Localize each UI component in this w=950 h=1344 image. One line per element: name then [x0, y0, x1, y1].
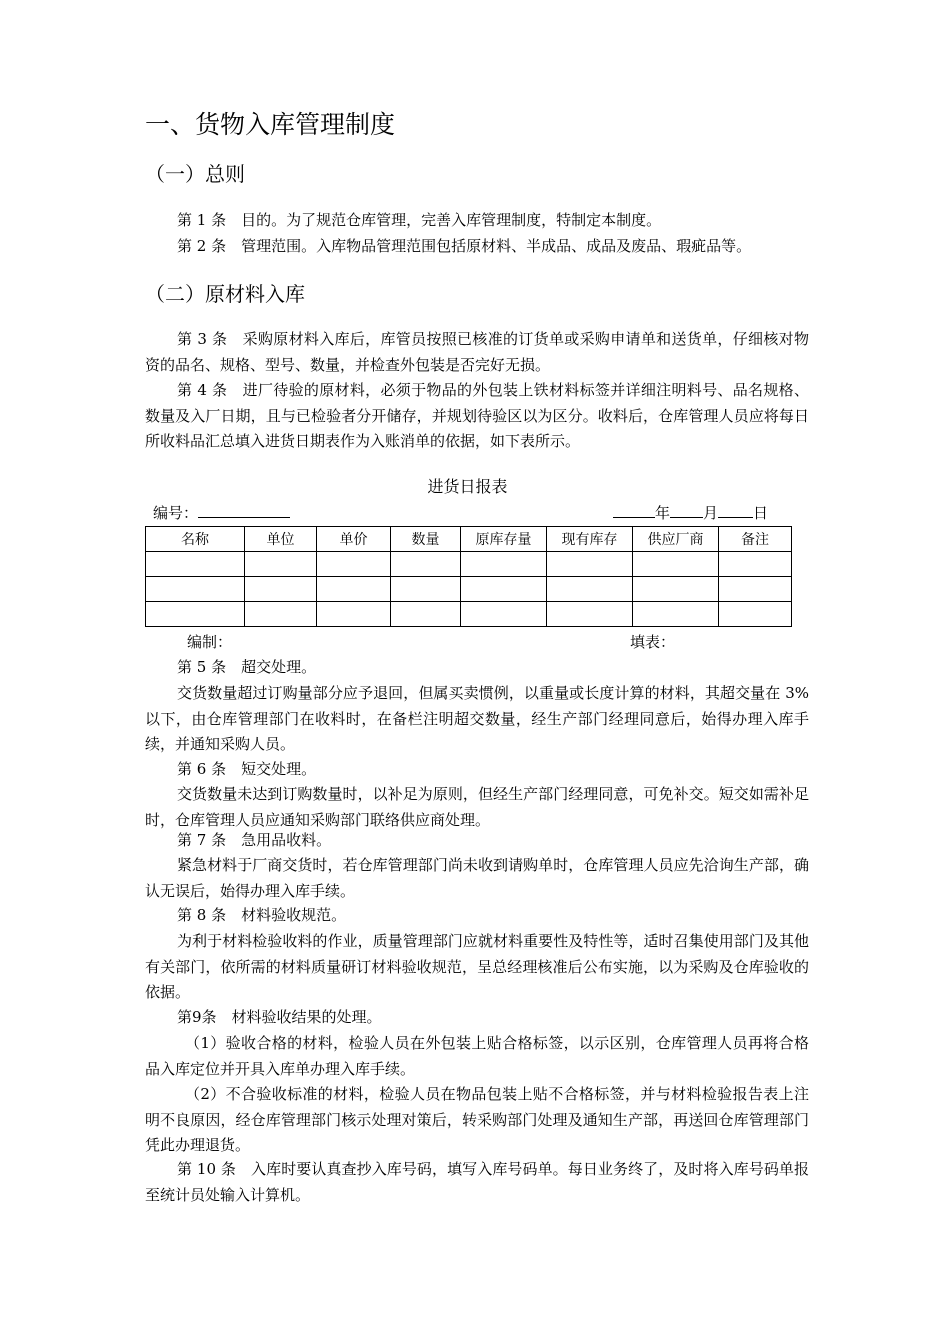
table-cell [719, 577, 792, 602]
column-header: 现有库存 [547, 527, 633, 552]
table-cell [146, 602, 245, 627]
article-8-heading: 第 8 条 材料验收规范。 [177, 906, 347, 924]
column-header: 供应厂商 [633, 527, 719, 552]
table-header-row [146, 527, 792, 552]
table-cell [633, 552, 719, 577]
table-cell [719, 602, 792, 627]
table-number-field [153, 502, 290, 524]
article-4: 第 4 条 进厂待验的原材料，必须于物品的外包装上铁材料标签并详细注明料号、品名规格、数量及入厂日期，且与已检验者分开储存，并规划待验区以为区分。收料后，仓库管理人员应将每日所收料品汇总填入进货日期表作为入账消单的依据，如下表所示。 [145, 381, 809, 450]
table-cell [245, 577, 317, 602]
date-year-label: 年 [655, 504, 671, 522]
table-cell [461, 552, 547, 577]
table-title: 进货日报表 [427, 477, 508, 496]
incoming-goods-daily-report-table [145, 526, 792, 627]
table-cell [317, 602, 391, 627]
table-cell [317, 552, 391, 577]
date-month-label: 月 [703, 504, 719, 522]
article-9-item-2: （2）不合验收标准的材料，检验人员在物品包装上贴不合格标签，并与材料检验报告表上注明不良原因，经仓库管理部门核示处理对策后，转采购部门处理及通知生产部，再送回仓库管理部门凭此办理退货。 [145, 1085, 809, 1154]
column-header: 原库存量 [461, 527, 547, 552]
table-row [146, 552, 792, 577]
column-header: 数量 [391, 527, 461, 552]
table-cell [547, 602, 633, 627]
column-header: 单价 [317, 527, 391, 552]
table-row [146, 577, 792, 602]
article-10: 第 10 条 入库时要认真查抄入库号码，填写入库号码单。每日业务终了，及时将入库号码单报至统计员处输入计算机。 [145, 1160, 809, 1204]
article-5-body: 交货数量超过订购量部分应予退回，但属买卖惯例，以重量或长度计算的材料，其超交量在 3%以下，由仓库管理部门在收料时，在备栏注明超交数量，经生产部门经理同意后，始得办理入库手续，并通知采购人员。 [145, 684, 809, 753]
column-header: 备注 [719, 527, 792, 552]
table-cell [245, 552, 317, 577]
article-6-heading: 第 6 条 短交处理。 [177, 760, 317, 778]
table-cell [719, 552, 792, 577]
date-day-label: 日 [753, 504, 769, 522]
article-2: 第 2 条 管理范围。入库物品管理范围包括原材料、半成品、成品及废品、瑕疵品等。 [177, 237, 752, 255]
table-number-label: 编号： [153, 504, 199, 522]
month-blank [670, 502, 703, 518]
table-cell [633, 602, 719, 627]
table-cell [547, 552, 633, 577]
table-cell [461, 577, 547, 602]
number-blank [198, 502, 290, 518]
table-cell [245, 602, 317, 627]
article-5-heading: 第 5 条 超交处理。 [177, 658, 317, 676]
column-header: 名称 [146, 527, 245, 552]
column-header: 单位 [245, 527, 317, 552]
article-6-body: 交货数量未达到订购数量时，以补足为原则，但经生产部门经理同意，可免补交。短交如需补足时，仓库管理人员应通知采购部门联络供应商处理。 [145, 785, 809, 829]
year-blank [613, 502, 655, 518]
section-heading-general: （一）总则 [145, 162, 245, 186]
prepared-by-label: 编制： [187, 633, 233, 651]
filled-by-label: 填表： [630, 633, 676, 651]
table-date-field [613, 502, 768, 524]
table-row [146, 602, 792, 627]
table-cell [461, 602, 547, 627]
table-cell [317, 577, 391, 602]
table-cell [146, 552, 245, 577]
table-cell [391, 577, 461, 602]
article-8-body: 为利于材料检验收料的作业，质量管理部门应就材料重要性及特性等，适时召集使用部门及其他有关部门，依所需的材料质量研订材料验收规范，呈总经理核准后公布实施，以为采购及仓库验收的依据。 [145, 932, 809, 1001]
article-7-heading: 第 7 条 急用品收料。 [177, 831, 332, 849]
table-cell [146, 577, 245, 602]
day-blank [718, 502, 753, 518]
article-3: 第 3 条 采购原材料入库后，库管员按照已核准的订货单或采购申请单和送货单，仔细核对物资的品名、规格、型号、数量，并检查外包装是否完好无损。 [145, 330, 809, 374]
table-cell [547, 577, 633, 602]
table-cell [391, 552, 461, 577]
article-1: 第 1 条 目的。为了规范仓库管理，完善入库管理制度，特制定本制度。 [177, 211, 662, 229]
table-cell [391, 602, 461, 627]
article-9-heading: 第9条 材料验收结果的处理。 [177, 1008, 382, 1026]
section-heading-raw-materials: （二）原材料入库 [145, 282, 305, 306]
article-9-item-1: （1）验收合格的材料，检验人员在外包装上贴合格标签，以示区别，仓库管理人员再将合格品入库定位并开具入库单办理入库手续。 [145, 1034, 809, 1078]
article-7-body: 紧急材料于厂商交货时，若仓库管理部门尚未收到请购单时，仓库管理人员应先洽询生产部，确认无误后，始得办理入库手续。 [145, 856, 809, 900]
table-cell [633, 577, 719, 602]
document-title: 一、货物入库管理制度 [145, 110, 396, 139]
